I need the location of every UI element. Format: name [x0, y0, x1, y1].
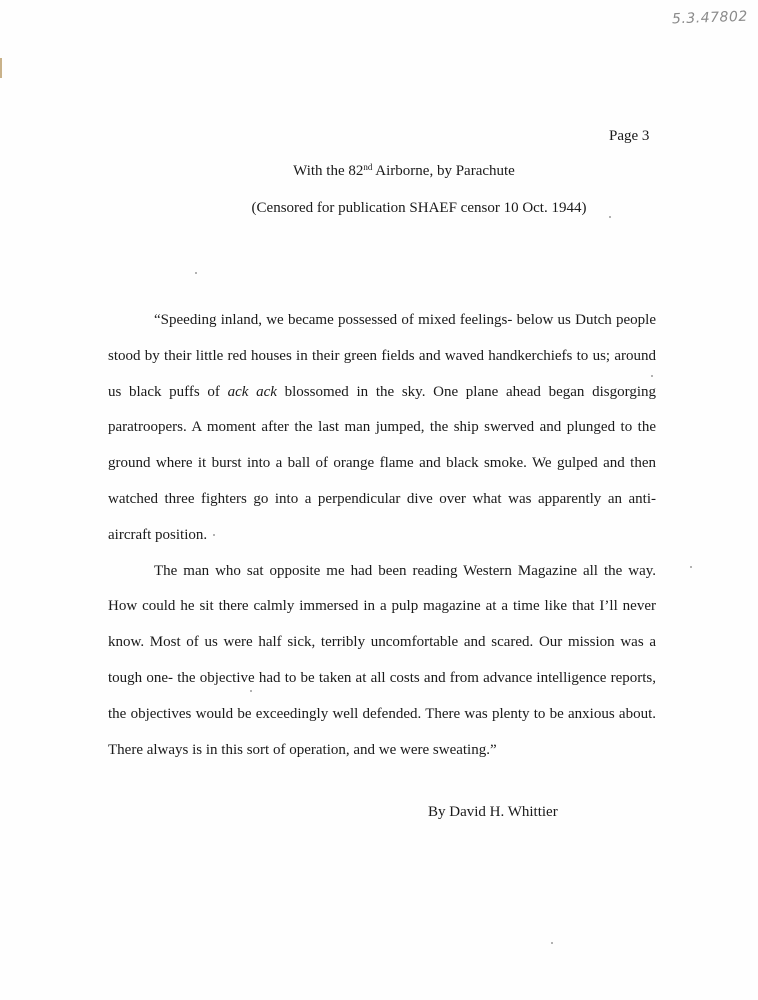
censorship-note-text: (Censored for publication SHAEF censor 10 Oct. 1944) [251, 200, 587, 216]
paper-speck [651, 375, 653, 377]
paragraph-2: The man who sat opposite me had been reading Western Magazine all the way. How could he sit there calmly immersed in a pulp magazine at a time like that I’ll never know. Most of us were half sick, terribly uncomfortable and scared. Our mission was a tough one- the objective had to be taken at all costs and from advance intelligence reports, the objectives would be exceedingly well defended. There was plenty to be anxious about. There always is in this sort of operation, and we were sweating.” [108, 562, 656, 758]
author-byline: By David H. Whittier [428, 804, 558, 820]
paper-speck [609, 216, 611, 218]
paragraph-1-part-2: blossomed in the sky. One plane ahead began disgorging paratroopers. A moment after the last man jumped, the ship swerved and plunged to the ground where it burst into a ball of orange flame and black smoke. We gulped and then watched three fighters go into a perpendicular dive over what was apparently an anti-aircraft position. [108, 383, 657, 543]
scan-edge-mark [0, 58, 2, 78]
paper-speck [690, 566, 692, 568]
title-ordinal-suffix: nd [363, 162, 373, 172]
paper-speck [195, 272, 197, 274]
paper-speck [213, 534, 215, 536]
paper-speck [551, 942, 553, 944]
article-title-text [293, 163, 515, 179]
censorship-note [0, 200, 758, 217]
archive-reference-number: 5.3.47802 [671, 8, 749, 28]
paper-speck [250, 690, 252, 692]
paragraph-1 [108, 303, 656, 554]
page-number: Page 3 [609, 128, 650, 144]
article-body [108, 303, 656, 768]
paragraph-1-part-1: “Speeding inland, we became possessed of mixed feelings- below us Dutch people stood by their little red houses in their green fields and waved handkerchiefs to us; around us black puffs of [108, 312, 656, 400]
title-prefix: With the 82 [293, 163, 364, 179]
article-title [0, 162, 758, 180]
paragraph-1-italic: ack ack [227, 383, 277, 400]
title-suffix: Airborne, by Parachute [372, 163, 515, 179]
